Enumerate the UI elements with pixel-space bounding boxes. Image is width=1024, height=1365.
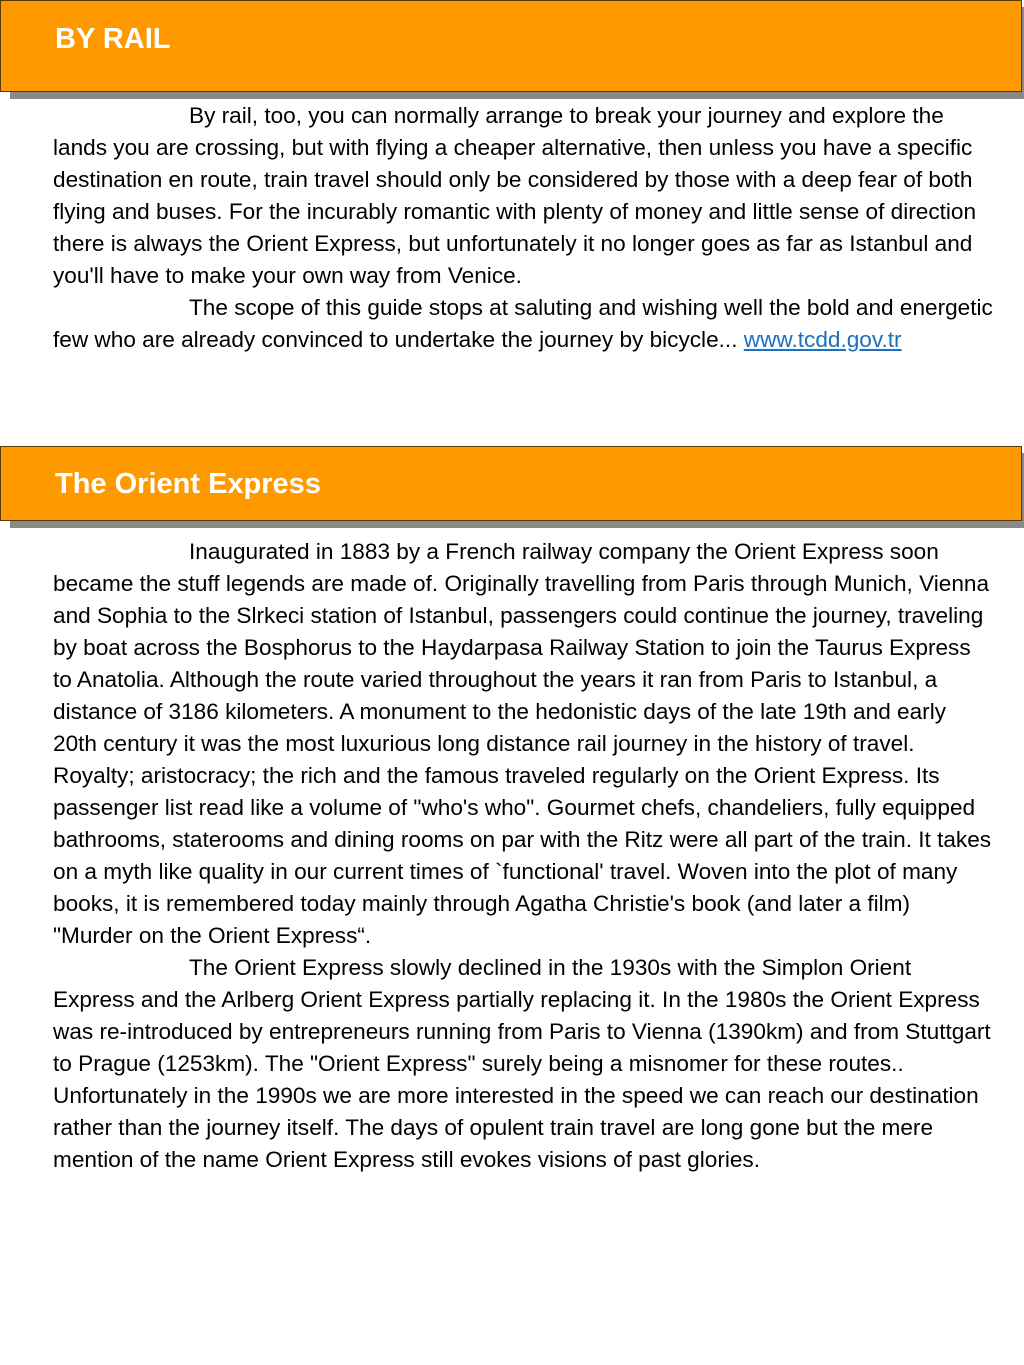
section-header-by-rail xyxy=(0,0,1022,92)
paragraph: By rail, too, you can normally arrange to break your journey and explore the lands you are crossing, but with flying a cheaper alternative, then unless you have a specific destination en route, train travel should only be considered by those with a deep fear of both flying and buses. For the incurably romantic with plenty of money and little sense of direction there is always the Orient Express, but unfortunately it no longer goes as far as Istanbul and you'll have to make your own way from Venice. xyxy=(53,103,977,288)
section-title: The Orient Express xyxy=(55,468,321,500)
paragraph xyxy=(53,292,993,356)
tcdd-link[interactable]: www.tcdd.gov.tr xyxy=(743,327,902,352)
section-title: BY RAIL xyxy=(55,23,171,55)
by-rail-text xyxy=(53,100,993,356)
paragraph: Inaugurated in 1883 by a French railway company the Orient Express soon became the stuff legends are made of. Originally travelling from Paris through Munich, Vienna and Sophia to the Slrkeci station of Istanbul, passengers could continue the journey, traveling by boat across the Bosphorus to the Haydarpasa Railway Station to join the Taurus Express to Anatolia. Although the route varied throughout the years it ran from Paris to Istanbul, a distance of 3186 kilometers. A monument to the hedonistic days of the late 19th and early 20th century it was the most luxurious long distance rail journey in the history of travel. Royalty; aristocracy; the rich and the famous traveled regularly on the Orient Express. Its passenger list read like a volume of "who's who". Gourmet chefs, chandeliers, fully equipped bathrooms, staterooms and dining rooms on par with the Ritz were all part of the train. It takes on a myth like quality in our current times of `functional' travel. Woven into the plot of many books, it is remembered today mainly through Agatha Christie's book (and later a film) "Murder on the Orient Express“. xyxy=(53,539,992,948)
paragraph-text: The scope of this guide stops at saluting and wishing well the bold and energetic few who are already convinced to undertake the journey by bicycle... xyxy=(53,295,993,352)
section-header-orient-express xyxy=(0,446,1022,521)
paragraph: The Orient Express slowly declined in the 1930s with the Simplon Orient Express and the Arlberg Orient Express partially replacing it. In the 1980s the Orient Express was re-introduced by entrepreneurs running from Paris to Vienna (1390km) and from Stuttgart to Prague (1253km). The "Orient Express" surely being a misnomer for these routes.. Unfortunately in the 1990s we are more interested in the speed we can reach our destination rather than the journey itself. The days of opulent train travel are long gone but the mere mention of the name Orient Express still evokes visions of past glories. xyxy=(53,955,991,1172)
orient-express-text xyxy=(53,536,993,1176)
